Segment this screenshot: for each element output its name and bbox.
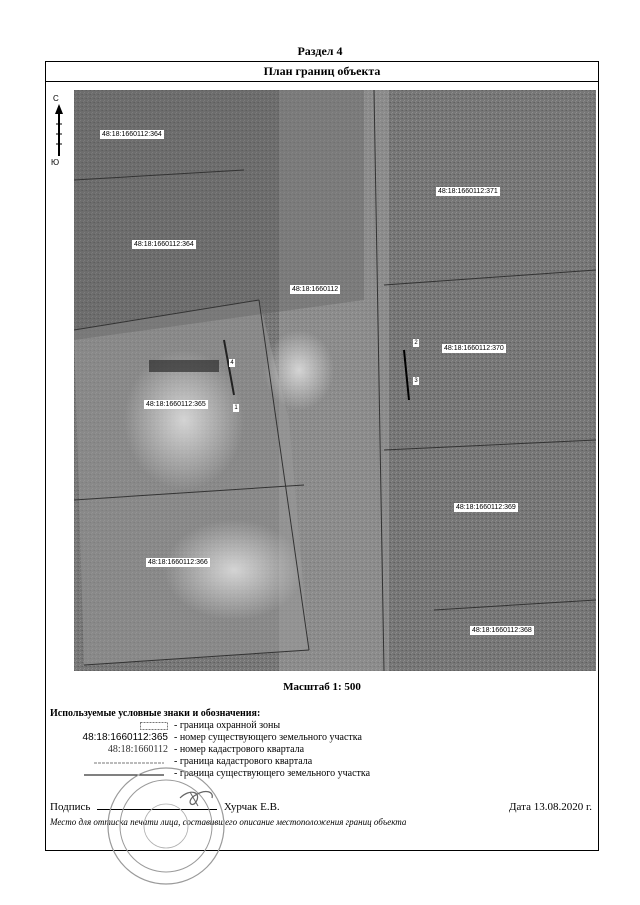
parcel-label: 48:18:1660112:365 bbox=[146, 401, 206, 408]
legend-title: Используемые условные знаки и обозначения: bbox=[50, 708, 261, 719]
legend-desc: - номер существующего земельного участка bbox=[174, 732, 362, 743]
legend-item bbox=[46, 720, 598, 732]
point-label: 2 bbox=[414, 340, 418, 346]
section-title: Раздел 4 bbox=[297, 44, 343, 58]
protection-zone-symbol-icon bbox=[140, 722, 168, 730]
aerial-map bbox=[74, 90, 596, 671]
compass bbox=[51, 94, 67, 174]
parcel-label: 48:18:1660112:371 bbox=[438, 188, 498, 195]
document-frame bbox=[45, 61, 599, 851]
map-scale: Масштаб 1: 500 bbox=[283, 681, 361, 693]
parcel-label: 48:18:1660112:364 bbox=[134, 241, 194, 248]
legend-desc: - граница кадастрового квартала bbox=[174, 756, 313, 767]
signature-label: Подпись bbox=[50, 801, 91, 813]
legend-desc: - номер кадастрового квартала bbox=[174, 744, 305, 755]
legend-item bbox=[46, 744, 598, 756]
document-date: Дата 13.08.2020 г. bbox=[509, 801, 592, 813]
signer-name: Хурчак Е.В. bbox=[223, 801, 280, 813]
parcel-label: 48:18:1660112:369 bbox=[456, 504, 516, 511]
legend-symbol: 48:18:1660112:365 bbox=[82, 732, 168, 743]
plan-header: План границ объекта bbox=[46, 62, 598, 82]
seal-place-note: Место для оттиска печати лица, составившего описание местоположения границ объекта bbox=[50, 817, 407, 827]
point-label: 1 bbox=[234, 405, 238, 411]
map-background bbox=[74, 90, 596, 671]
seal-stamp-icon bbox=[102, 762, 230, 890]
legend-item bbox=[46, 732, 598, 744]
legend-desc: - граница существующего земельного участка bbox=[174, 768, 371, 779]
compass-north-label: С bbox=[53, 94, 59, 103]
point-label: 4 bbox=[230, 360, 234, 366]
parcel-label: 48:18:1660112:364 bbox=[102, 131, 162, 138]
parcel-label: 48:18:1660112:370 bbox=[444, 345, 504, 352]
legend-symbol: 48:18:1660112 bbox=[107, 744, 168, 755]
point-label: 3 bbox=[414, 378, 418, 384]
legend-desc: - граница охранной зоны bbox=[174, 720, 281, 731]
parcel-label: 48:18:1660112:366 bbox=[148, 559, 208, 566]
parcel-label: 48:18:1660112:368 bbox=[472, 627, 532, 634]
compass-south-label: Ю bbox=[51, 158, 60, 167]
cadastral-quarter-label: 48:18:1660112 bbox=[292, 286, 339, 293]
